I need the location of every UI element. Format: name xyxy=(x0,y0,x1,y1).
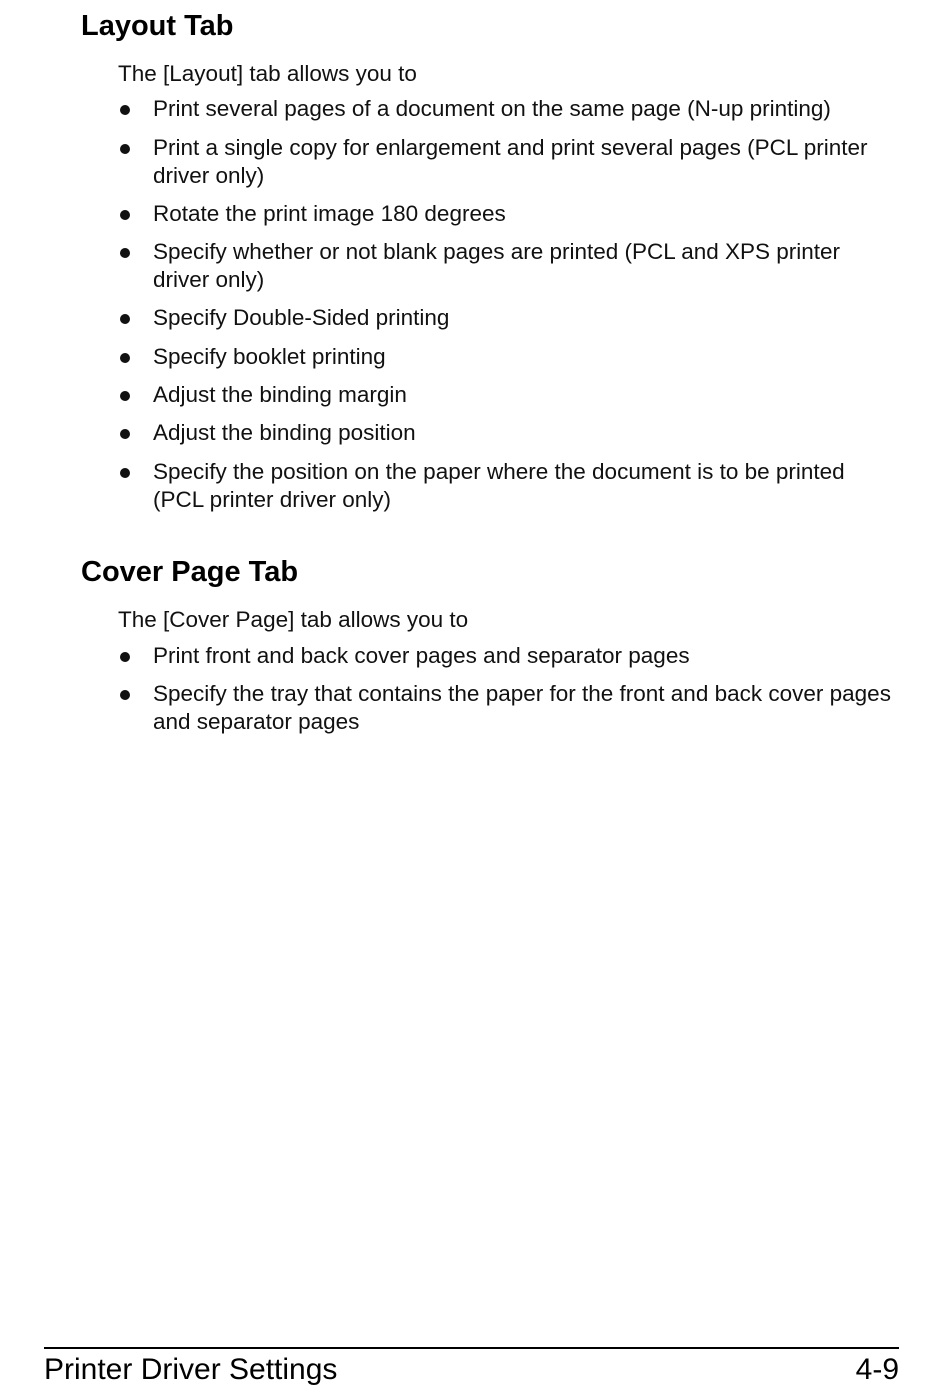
list-item-text: Specify the tray that contains the paper for the front and back cover pages and separator pages xyxy=(153,681,891,734)
bullet-icon xyxy=(120,690,130,700)
bullet-icon xyxy=(120,429,130,439)
cover-page-tab-intro: The [Cover Page] tab allows you to xyxy=(118,607,469,632)
list-item-text: Specify whether or not blank pages are printed (PCL and XPS printer driver only) xyxy=(153,239,841,292)
bullet-icon xyxy=(120,144,130,154)
list-item-text: Specify Double-Sided printing xyxy=(153,305,450,330)
bullet-icon xyxy=(120,353,130,363)
bullet-icon xyxy=(120,314,130,324)
list-item-text: Rotate the print image 180 degrees xyxy=(153,201,506,226)
list-item-text: Print front and back cover pages and separator pages xyxy=(153,643,690,668)
list-item-text: Adjust the binding margin xyxy=(153,382,407,407)
bullet-icon xyxy=(120,652,130,662)
bullet-icon xyxy=(120,468,130,478)
list-item-text: Adjust the binding position xyxy=(153,420,416,445)
page-number: 4-9 xyxy=(855,1353,899,1386)
bullet-icon xyxy=(120,105,130,115)
footer-divider xyxy=(44,1347,899,1349)
bullet-icon xyxy=(120,391,130,401)
layout-tab-intro: The [Layout] tab allows you to xyxy=(118,61,417,86)
list-item-text: Specify booklet printing xyxy=(153,344,386,369)
footer-chapter-title: Printer Driver Settings xyxy=(44,1353,338,1386)
layout-tab-heading: Layout Tab xyxy=(81,10,234,42)
bullet-icon xyxy=(120,210,130,220)
list-item-text: Print several pages of a document on the same page (N-up printing) xyxy=(153,96,831,121)
list-item-text: Print a single copy for enlargement and print several pages (PCL printer driver only) xyxy=(153,135,868,188)
bullet-icon xyxy=(120,248,130,258)
list-item-text: Specify the position on the paper where the document is to be printed (PCL printer driver only) xyxy=(153,459,845,512)
cover-page-tab-heading: Cover Page Tab xyxy=(81,556,299,588)
